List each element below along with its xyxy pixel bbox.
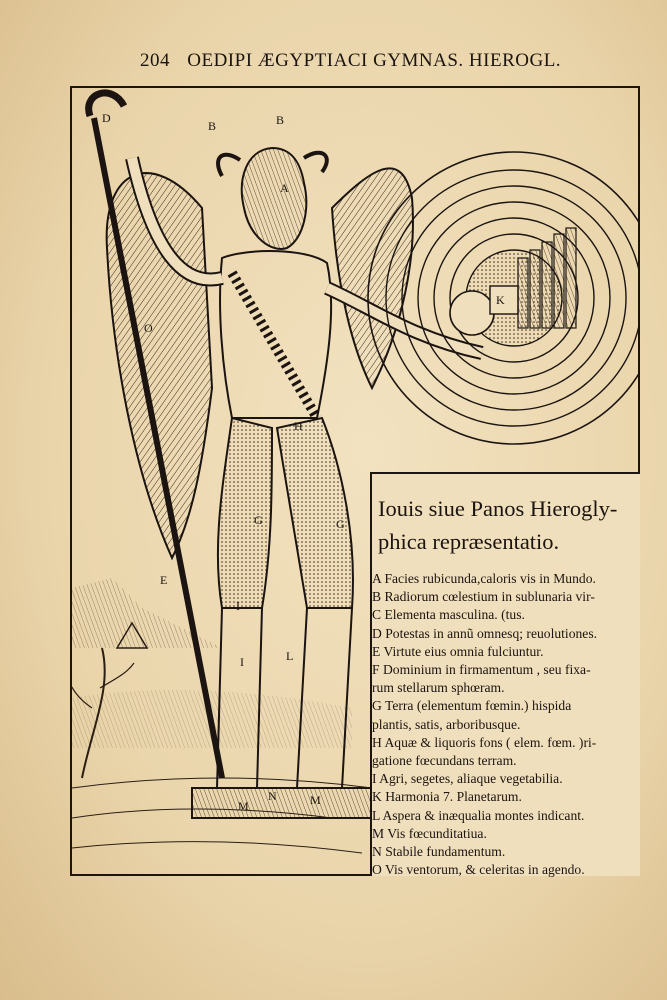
- figure-label-i-left: I: [236, 599, 240, 613]
- running-title: OEDIPI ÆGYPTIACI GYMNAS. HIEROGL.: [187, 50, 562, 71]
- legend-item-o: O Vis ventorum, & celeritas in agendo.: [372, 862, 585, 878]
- figure-label-h: H: [294, 419, 303, 433]
- figure-label-o: O: [144, 321, 153, 335]
- page-number: 204: [140, 50, 170, 71]
- legend-item-b: B Radiorum cœlestium in sublunaria vir-: [372, 589, 595, 605]
- legend-item-f-cont: rum stellarum sphœram.: [372, 680, 505, 696]
- legend-title: [378, 492, 636, 558]
- figure-label-m-right: M: [310, 793, 321, 807]
- legend-item-i: I Agri, segetes, aliaque vegetabilia.: [372, 771, 563, 787]
- figure-label-g-right: G: [336, 517, 345, 531]
- legend-item-m: M Vis fœcunditatiua.: [372, 825, 487, 841]
- figure-label-e: E: [160, 573, 168, 587]
- legend-item-g: G Terra (elementum fœmin.) hispida: [372, 698, 572, 714]
- legend-item-f: F Dominium in firmamentum , seu fixa-: [372, 662, 591, 678]
- legend-item-h: H Aquæ & liquoris fons ( elem. fœm. )ri-: [372, 734, 597, 750]
- legend-item-n: N Stabile fundamentum.: [372, 844, 506, 860]
- figure-label-b-left: B: [208, 119, 217, 133]
- figure-label-n: N: [268, 789, 277, 803]
- figure-label-g-left: G: [254, 513, 263, 527]
- legend-item-l: L Aspera & inæqualia montes indicant.: [372, 807, 585, 823]
- legend-item-c: C Elementa masculina. (tus.: [372, 607, 525, 623]
- legend-title-line-2: phica repræsentatio.: [378, 529, 560, 554]
- running-head: [140, 50, 620, 72]
- legend-title-line-1: Iouis siue Panos Hierogly-: [378, 496, 618, 521]
- figure-label-d: D: [102, 111, 111, 125]
- figure-label-l: L: [286, 649, 294, 663]
- legend-list: [372, 570, 640, 879]
- figure-label-i-lower: I: [240, 655, 244, 669]
- legend-item-k: K Harmonia 7. Planetarum.: [372, 789, 522, 805]
- figure-label-a: A: [280, 181, 289, 195]
- figure-label-b-right: B: [276, 113, 285, 127]
- legend-item-h-cont: gatione fœcundans terram.: [372, 753, 517, 769]
- legend-item-a: A Facies rubicunda,caloris vis in Mundo.: [372, 571, 596, 586]
- figure-label-m-left: M: [238, 799, 249, 813]
- legend-item-d: D Potestas in annũ omnesq; reuolutiones.: [372, 625, 598, 641]
- legend-item-g-cont: plantis, satis, arboribusque.: [372, 716, 521, 732]
- figure-label-k: K: [496, 293, 505, 307]
- legend-item-e: E Virtute eius omnia fulciuntur.: [372, 643, 544, 659]
